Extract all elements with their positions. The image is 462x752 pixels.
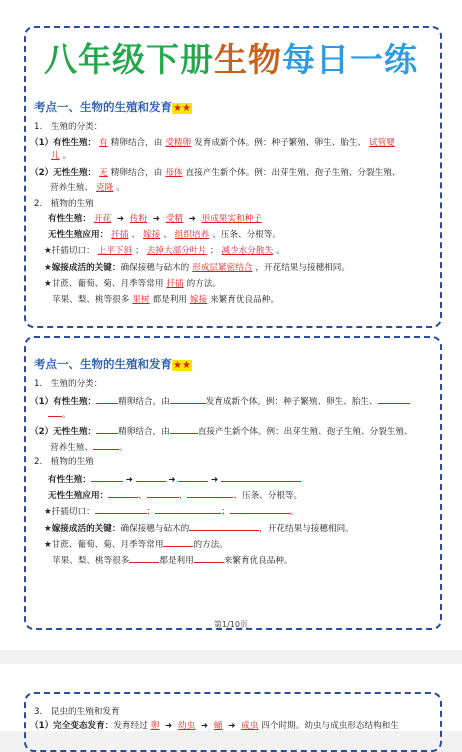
section-heading: 考点一、生物的生殖和发育★★ (34, 100, 191, 114)
insect-full-line: （1）完全变态发育：发育经过 卵 ➜ 幼虫 ➜ 蛹 ➜ 成虫 四个时期。幼虫与成虫形态结构和生 (30, 721, 399, 731)
cane-line: ★甘蔗、葡萄、菊、月季等常用 扦插 的方法。 (44, 279, 222, 289)
title-part-1: 八年级下册 (44, 40, 214, 79)
asexual-line-blank-cont: 营养生殖、 。 (50, 440, 128, 454)
title-part-3: 每日一练 (282, 40, 418, 79)
q2-heading: 2. 植物的生殖 (34, 199, 94, 209)
star-icon: ★★ (173, 360, 191, 371)
sexual-line-blank: （1）有性生殖： 精卵结合，由 发育成新个体。例：种子繁殖、卵生、胎生、 (30, 394, 410, 408)
apple-line: 苹果、梨、桃等很多 果树 都是利用 嫁接 来繁育优良品种。 (52, 295, 279, 305)
page-number: 第1/10页 (214, 620, 248, 629)
graft-line: ★嫁接成活的关键：确保接穗与砧木的 形成层紧密结合 ，开花结果与接穗相同。 (44, 263, 350, 273)
q1-heading: 1. 生殖的分类： (34, 122, 103, 132)
asexual-line-blank: （2）无性生殖： 精卵结合，由 直接产生新个体。例：出芽生殖、孢子生殖、分裂生殖、 (30, 424, 413, 438)
title-part-2: 生物 (214, 40, 282, 79)
apple-line-blank: 苹果、梨、桃等很多 都是利用 来繁育优良品种。 (52, 553, 293, 567)
cane-line-blank: ★甘蔗、葡萄、菊、月季等常用 的方法。 (44, 537, 228, 551)
plant-sexual-line-blank: 有性生殖： ➜ ➜ ➜ (48, 472, 301, 486)
star-icon: ★★ (173, 103, 191, 114)
document-page-2 (0, 664, 462, 731)
sexual-line: （1）有性生殖： 有 精卵结合，由 受精卵 发育成新个体。例：种子繁殖、卵生、胎生、 试管婴 (30, 138, 395, 148)
q2-heading-blank: 2. 植物的生殖 (34, 457, 94, 467)
cutting-line: ★扦插切口： 上平下斜 ； 去掉大部分叶片 ； 减少水分散失 。 (44, 246, 285, 256)
sexual-line-blank-cont: 。 (48, 407, 71, 421)
q3-heading: 3. 昆虫的生殖和发育 (34, 707, 120, 717)
cutting-line-blank: ★扦插切口： ； ； 。 (44, 504, 299, 518)
plant-sexual-line: 有性生殖： 开花 ➜ 传粉 ➜ 受精 ➜ 形成果实和种子 (48, 214, 262, 224)
graft-line-blank: ★嫁接成活的关键：确保接穗与砧木的 ，开花结果与接穗相同。 (44, 521, 354, 535)
section-heading-blank: 考点一、生物的生殖和发育★★ (34, 357, 191, 371)
plant-asexual-line-blank: 无性生殖应用： 、 、 、压条、分根等。 (48, 488, 302, 502)
asexual-line: （2）无性生殖： 无 精卵结合，由 母体 直接产生新个体。例：出芽生殖、孢子生殖、分裂生殖、 (30, 168, 401, 178)
asexual-line-cont: 营养生殖、 克隆 。 (50, 183, 125, 193)
q1-heading-blank: 1. 生殖的分类： (34, 379, 103, 389)
sexual-line-cont: 儿 。 (51, 151, 72, 161)
plant-asexual-line: 无性生殖应用： 扦插 、 嫁接 、 组织培养 、压条、分根等。 (48, 230, 281, 240)
